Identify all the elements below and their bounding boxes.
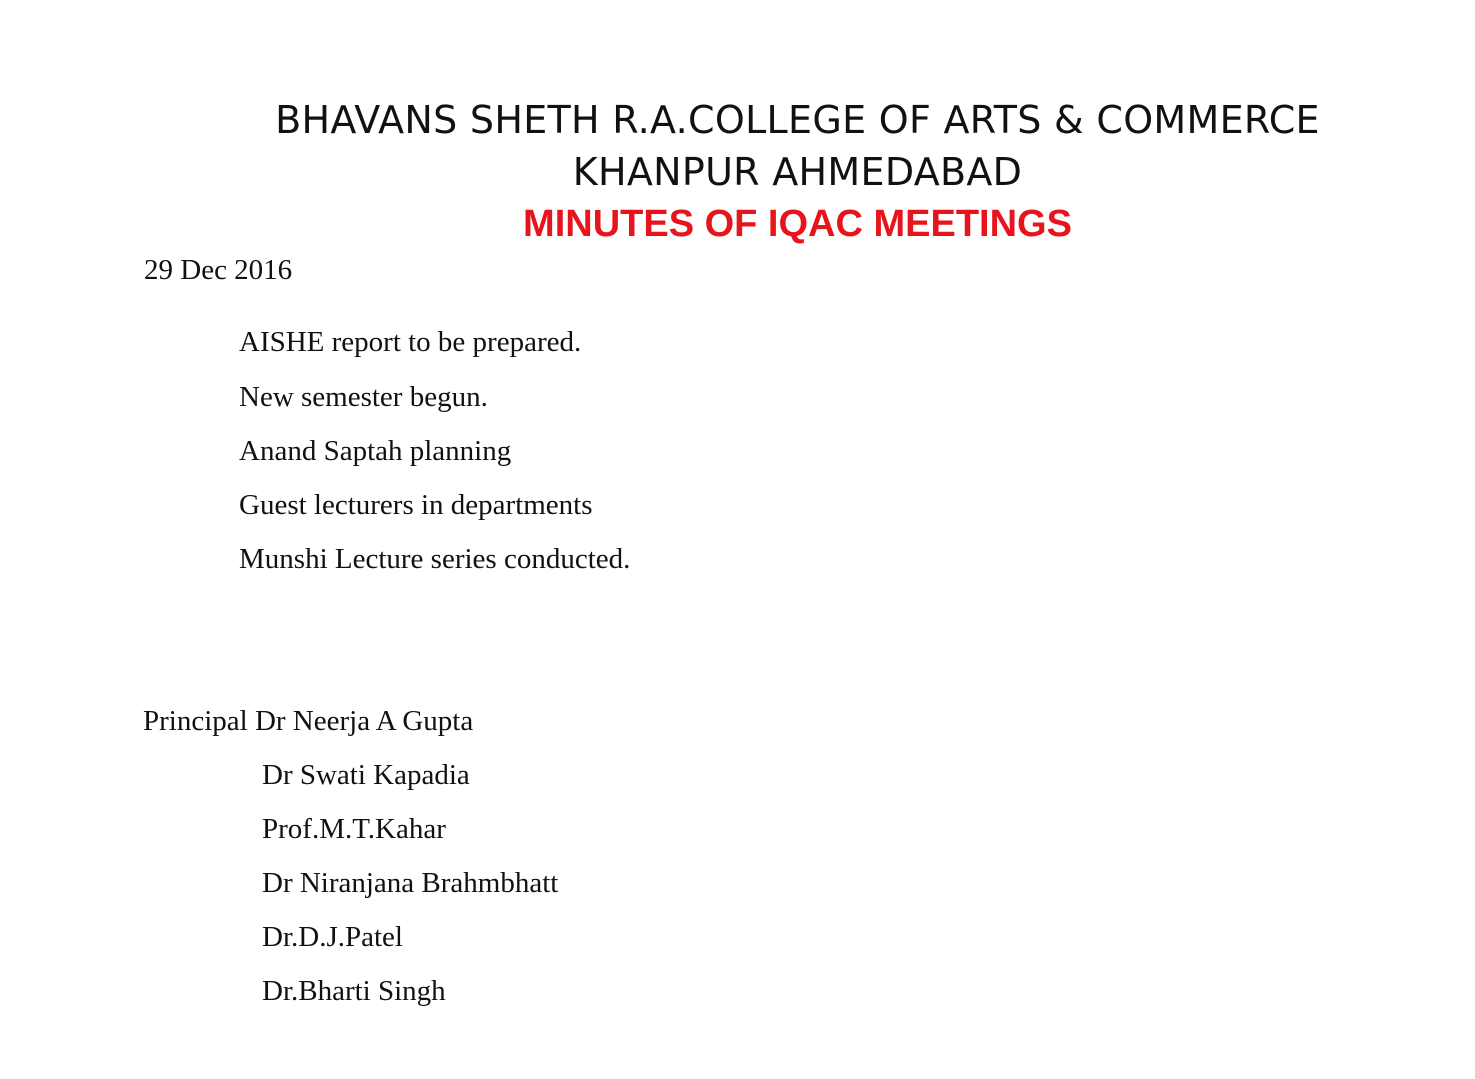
attendee-name: Dr.Bharti Singh	[262, 975, 446, 1007]
agenda-item: New semester begun.	[239, 381, 488, 413]
college-name: BHAVANS SHETH R.A.COLLEGE OF ARTS & COMMERCE	[275, 98, 1320, 142]
agenda-item: Anand Saptah planning	[239, 435, 512, 467]
meeting-date: 29 Dec 2016	[144, 254, 293, 286]
attendee-name: Dr Niranjana Brahmbhatt	[262, 867, 559, 899]
college-location: KHANPUR AHMEDABAD	[572, 150, 1023, 194]
attendee-name: Prof.M.T.Kahar	[262, 813, 446, 845]
document-title: MINUTES OF IQAC MEETINGS	[523, 203, 1072, 245]
principal-name: Principal Dr Neerja A Gupta	[143, 705, 474, 737]
agenda-item: Guest lecturers in departments	[239, 489, 593, 521]
attendee-name: Dr.D.J.Patel	[262, 921, 403, 953]
attendee-name: Dr Swati Kapadia	[262, 759, 470, 791]
agenda-item: Munshi Lecture series conducted.	[239, 543, 631, 575]
agenda-item: AISHE report to be prepared.	[239, 326, 582, 358]
